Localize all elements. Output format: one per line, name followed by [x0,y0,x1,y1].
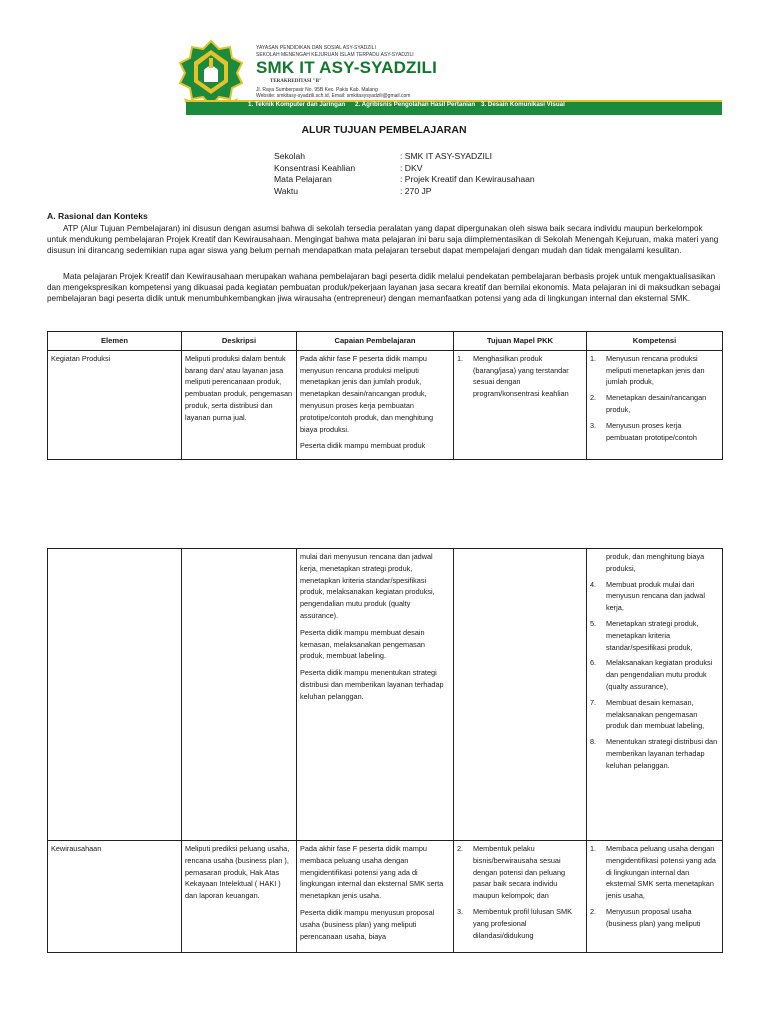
list-item [457,353,583,400]
list-item [590,736,719,771]
page-title: ALUR TUJUAN PEMBELAJARAN [301,124,467,136]
list-text: Membuat desain kemasan, melaksanakan pengemasan produk dan membuat labeling, [606,697,705,731]
list-item [590,353,719,388]
paragraph-2: Mata pelajaran Projek Kreatif dan Kewirausahaan merupakan wahana pembelajaran bagi peserta didik melalui pendekatan pembelajaran berbasis projek untuk mengaktualisasikan dan mengekspresikan kompetensi yang dikuasai pada kegiatan pembuatan produk/pekerjaan layanan jasa secara kreatif dan bernilai ekonomis. Mata pelajaran ini di maksudkan sebagai pembelajaran bagi peserta didik untuk menumbuhkembangkan jiwa wirausaha (entrepreneur) dengan memanfaatkan potensi yang ada di lingkungan internal dan eksternal SMK. [47,272,721,303]
info-value: : DKV [400,162,423,173]
list-item [590,618,719,653]
school-address: Jl. Raya Sumberpasir No. 95B Kec. Pakis Kab. Malang [256,87,378,93]
list-text: Membentuk profil lulusan SMK yang profesional dilandasi/didukung [473,906,572,940]
school-web: Website: smkitasy-syadzili.sch.id, Email: smkitasysyadzili@gmail.com [256,93,411,99]
list-number: 4. [590,579,597,589]
atp-table-part2 [47,548,723,953]
tujuan-cell [454,549,587,841]
list-text: Melaksanakan kegiatan produksi dan pengendalian mutu produk (qualty assurance), [606,658,713,691]
list-item [590,697,719,732]
elemen-cell [48,549,182,841]
list-item [590,906,719,930]
header-tujuan: Tujuan Mapel PKK [454,332,587,351]
list-text: Menghasilkan produk (barang/jasa) yang terstandar sesuai dengan program/konsentrasi keahlian [473,353,569,399]
deskripsi-cell: Meliputi prediksi peluang usaha, rencana usaha (business plan ), pemasaran produk, Hak Atas Kekayaan Intelektual ( HAKI ) dan laporan keuangan. [182,841,297,953]
deskripsi-cell [182,549,297,841]
info-label: Sekolah [274,151,306,161]
kompetensi-cell [587,350,723,459]
list-number: 6. [590,658,597,668]
school-name: SMK IT ASY-SYADZILI [256,58,438,77]
elemen-cell: Kegiatan Produksi [48,350,182,459]
section-heading: A. Rasional dan Konteks [47,211,148,221]
info-label: Mata Pelajaran [274,174,332,184]
atp-table-part1 [47,331,723,460]
list-text: Menyusun proses kerja pembuatan prototipe/contoh [606,420,697,442]
capaian-paragraph: Peserta didik mampu membuat produk [300,441,426,451]
program-1: 1. Teknik Komputer dan Jaringan [248,101,346,108]
kompetensi-cell [587,841,723,953]
info-value: : Projek Kreatif dan Kewirausahaan [400,174,535,184]
tujuan-cell [454,350,587,459]
capaian-paragraph: Peserta didik mampu menyusun proposal usaha (business plan) yang meliputi perencanaan usaha, biaya [300,907,435,941]
list-item [457,906,583,941]
list-text: Membentuk pelaku bisnis/berwirausaha sesuai dengan potensi dan peluang pasar baik secara individu maupun kelompok; dan [473,844,566,901]
list-number: 5. [590,618,597,628]
list-text: Menentukan strategi distribusi dan memberikan layanan terhadap keluhan pelanggan. [606,737,718,770]
list-text: Membuat produk mulai dari menyusun rencana dan jadwal kerja, [606,579,705,613]
capaian-cell [297,350,454,459]
capaian-paragraph: Peserta didik mampu menentukan strategi distribusi dan memberikan layanan terhadap keluhan pelanggan. [300,668,444,701]
list-text: Membaca peluang usaha dengan mengidentifikasi potensi yang ada di lingkungan internal dan eksternal SMK serta menetapkan jenis usaha, [606,844,716,901]
info-table [274,151,535,197]
header-kompetensi: Kompetensi [587,332,723,351]
capaian-cell [297,549,454,841]
list-number: 2. [457,844,464,853]
list-number: 7. [590,697,597,707]
list-number: 8. [590,737,597,747]
list-continuation: produk, dan menghitung biaya produksi, [606,552,705,573]
info-value: : SMK IT ASY-SYADZILI [400,151,493,161]
list-item [457,843,583,902]
kompetensi-cell [587,549,723,841]
capaian-paragraph: Pada akhir fase F peserta didik mampu membaca peluang usaha dengan mengidentifikasi potensi yang ada di lingkungan internal dan eksternal SMK serta menetapkan jenis usaha. [300,844,444,901]
info-value: : 270 JP [400,185,432,196]
list-number: 2. [590,906,597,916]
list-text: Menyusun proposal usaha (business plan) yang meliputi [606,906,701,928]
table-row [48,841,723,953]
info-label: Konsentrasi Keahlian [274,162,356,173]
header-elemen: Elemen [48,332,182,351]
list-number: 3. [590,420,597,430]
school-type: SEKOLAH MENENGAH KEJURUAN ISLAM TERPADU ASY-SYADZILI [256,52,414,58]
list-number: 1. [590,353,597,363]
tujuan-cell [454,841,587,953]
capaian-paragraph: Pada akhir fase F peserta didik mampu menyusun rencana produksi meliputi menetapkan jenis dan jumlah produk, menetapkan desain/rancangan produk, menyusun proses kerja pembuatan prototipe/contoh produk, dan menghitung biaya produksi. [300,353,434,434]
list-item [590,657,719,692]
info-label: Waktu [274,185,299,196]
elemen-cell: Kewirausahaan [48,841,182,953]
list-item [590,392,719,416]
capaian-paragraph: Peserta didik mampu membuat desain kemasan, melaksanakan pengemasan produk, membuat labeling. [300,627,425,661]
list-number: 2. [590,393,597,403]
program-3: 3. Desain Komunikasi Visual [481,101,565,108]
paragraph-1: ATP (Alur Tujuan Pembelajaran) ini disusun dengan asumsi bahwa di sekolah tersedia peralatan yang dapat dipergunakan oleh siswa baik secara individu maupun berkelompok untuk mendukung pembelajaran Projek Kreatif dan Kewirausahaan. Mengingat bahwa mata pelajaran ini baru saja diimplementasikan di Sekolah Menengah Kejuruan, maka materi yang disusun ini dirancang sedemikian rupa agar siswa yang belum pernah mendapatkan mata pelajaran tersebut dapat mempelajari dengan mudah dan tidak mengalami kesulitan. [47,224,719,255]
list-item [590,579,719,614]
list-number: 1. [590,844,597,853]
table-row [48,350,723,459]
list-number: 1. [457,353,464,363]
header-deskripsi: Deskripsi [182,332,297,351]
list-text: Menetapkan desain/rancangan produk, [606,393,707,414]
capaian-paragraph: mulai dari menyusun rencana dan jadwal kerja, menetapkan strategi produk, menetapkan kriteria standar/spesifikasi produk, melaksanakan kegiatan produksi, pengendalian mutu produk (qualty assurance). [300,552,435,620]
program-2: 2. Agribisnis Pengolahan Hasil Pertanian [355,101,476,108]
list-item [590,843,719,902]
accreditation: TERAKREDITASI "B" [270,79,322,84]
capaian-cell [297,841,454,953]
list-text: Menetapkan strategi produk, menetapkan kriteria standar/spesifikasi produk, [606,618,699,652]
header-capaian: Capaian Pembelajaran [297,332,454,351]
list-text: Menyusun rencana produksi meliputi menetapkan jenis dan jumlah produk, [606,353,705,387]
list-number: 3. [457,906,464,916]
list-item [590,420,719,444]
deskripsi-cell: Meliputi produksi dalam bentuk barang dan/ atau layanan jasa meliputi perencanaan produk, pembuatan produk, pengemasan produk, serta distribusi dan layanan purna jual. [182,350,297,459]
foundation-name: YAYASAN PENDIDIKAN DAN SOSIAL ASY-SYADZILI [256,45,376,51]
table-row [48,549,723,841]
